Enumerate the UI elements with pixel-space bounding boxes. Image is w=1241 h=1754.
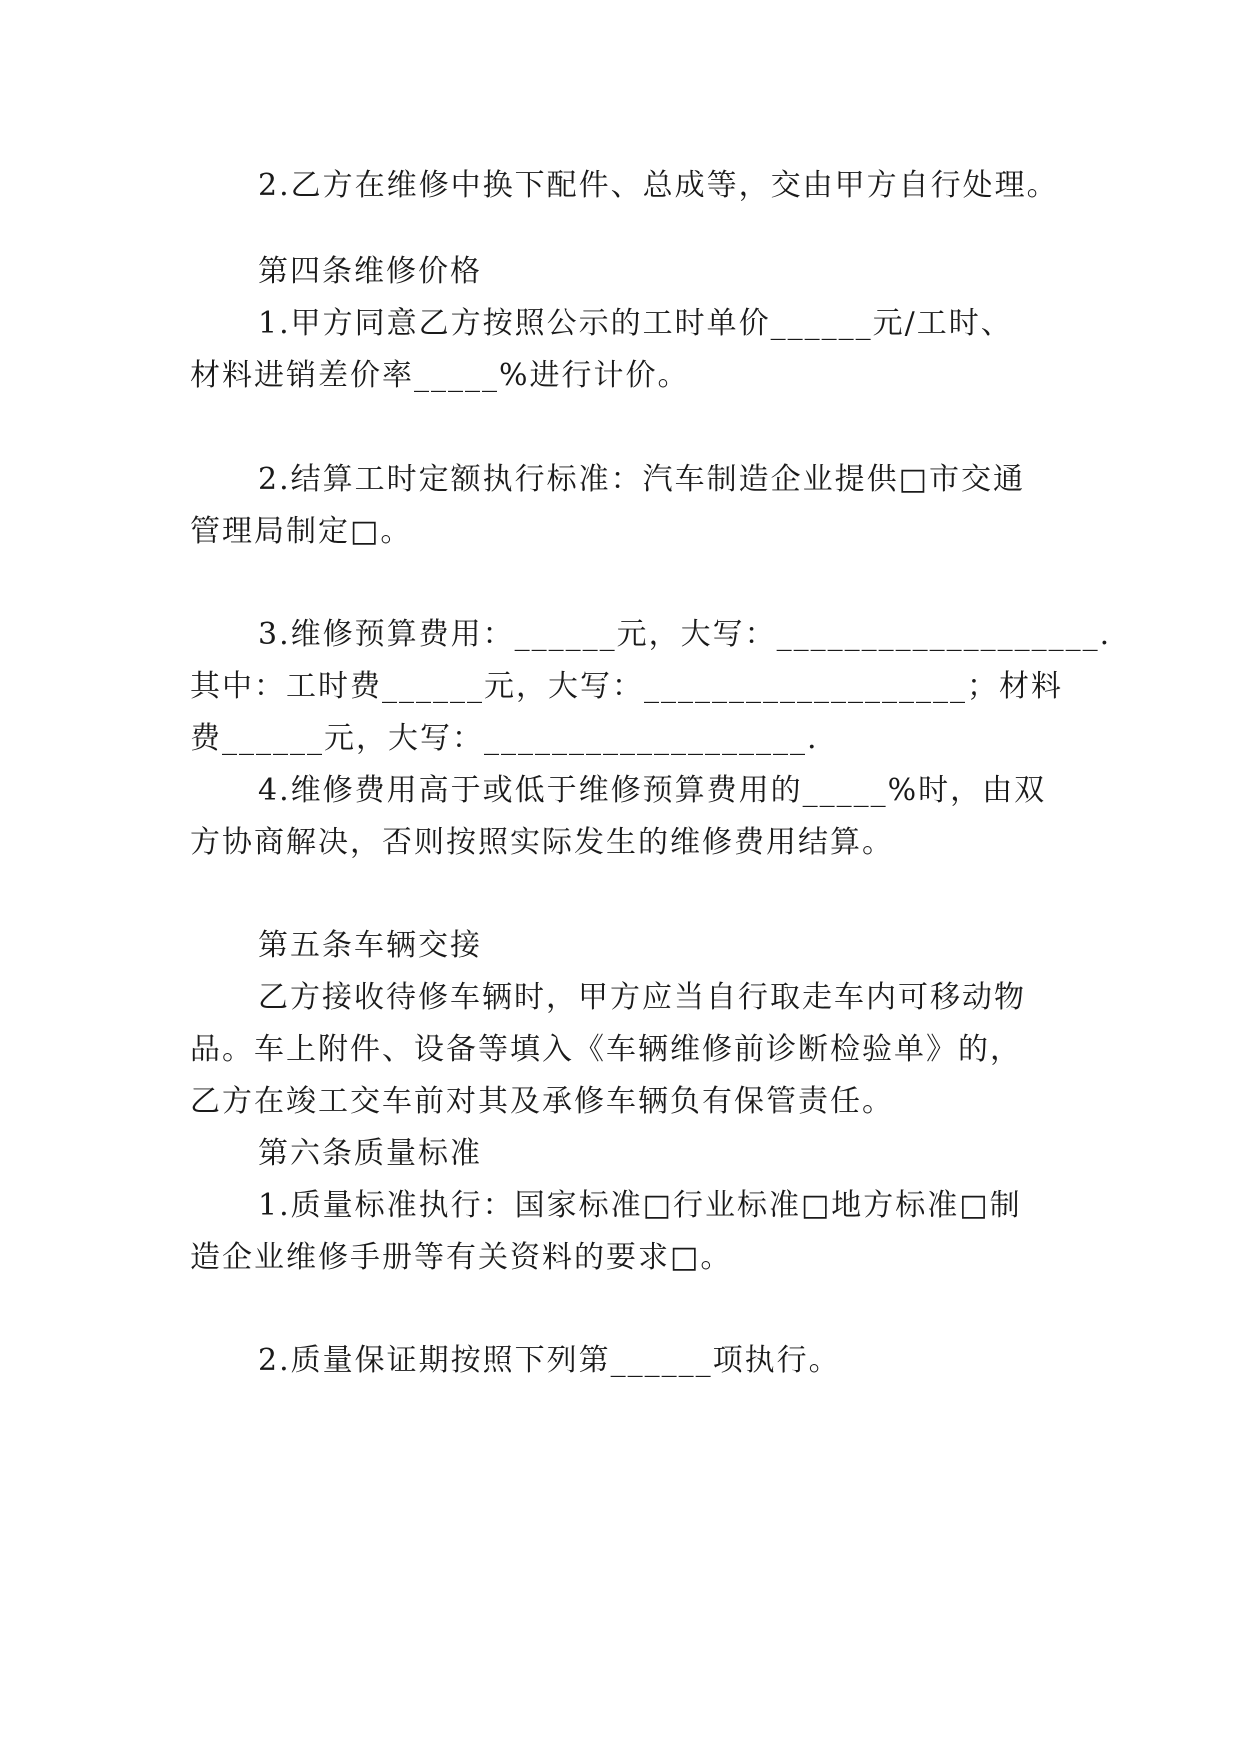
clause-4-item-3-line-2: 其中：工时费______元，大写：___________________；材料	[190, 669, 1063, 704]
clause-4-item-2-line-1: 2.结算工时定额执行标准：汽车制造企业提供□市交通	[258, 462, 1025, 497]
clause-4-item-1-line-2: 材料进销差价率_____%进行计价。	[190, 358, 690, 393]
clause-4-item-3-line-1: 3.维修预算费用：______元，大写：___________________.	[258, 617, 1112, 652]
clause-6-item-2: 2.质量保证期按照下列第______项执行。	[258, 1343, 841, 1378]
clause-5-line-1: 乙方接收待修车辆时，甲方应当自行取走车内可移动物	[258, 980, 1026, 1015]
clause-6-item-1-line-1: 1.质量标准执行：国家标准□行业标准□地方标准□制	[258, 1188, 1022, 1223]
clause-5-line-2: 品。车上附件、设备等填入《车辆维修前诊断检验单》的，	[190, 1032, 1022, 1067]
section-heading-4: 第四条维修价格	[258, 254, 482, 289]
section-heading-5: 第五条车辆交接	[258, 928, 482, 963]
clause-4-item-2-line-2: 管理局制定□。	[190, 514, 413, 549]
clause-3-item-2: 2.乙方在维修中换下配件、总成等，交由甲方自行处理。	[258, 168, 1059, 203]
clause-4-item-1-line-1: 1.甲方同意乙方按照公示的工时单价______元/工时、	[258, 306, 1013, 341]
clause-4-item-4-line-1: 4.维修费用高于或低于维修预算费用的_____%时，由双	[258, 773, 1047, 808]
clause-6-item-1-line-2: 造企业维修手册等有关资料的要求□。	[190, 1240, 733, 1275]
section-heading-6: 第六条质量标准	[258, 1136, 482, 1171]
clause-4-item-4-line-2: 方协商解决，否则按照实际发生的维修费用结算。	[190, 825, 894, 860]
clause-4-item-3-line-3: 费______元，大写：___________________.	[190, 721, 819, 756]
clause-5-line-3: 乙方在竣工交车前对其及承修车辆负有保管责任。	[190, 1084, 894, 1119]
